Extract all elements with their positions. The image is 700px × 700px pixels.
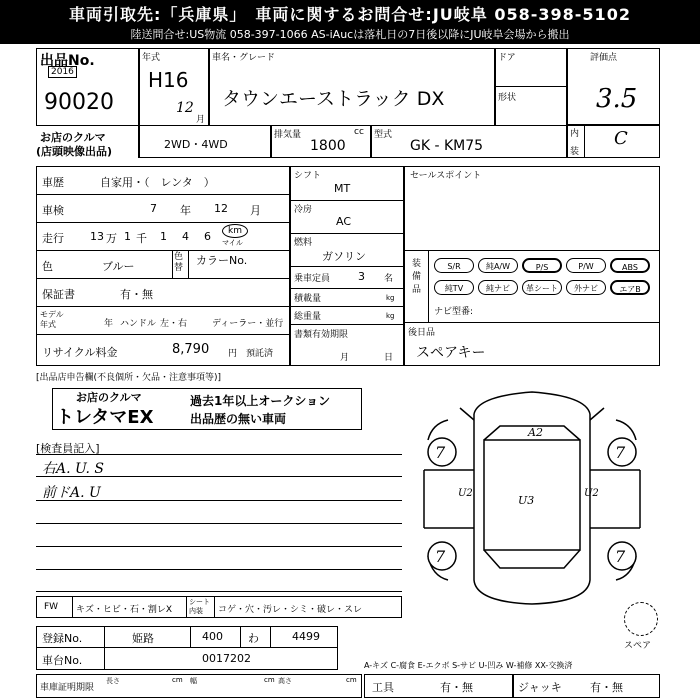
fw-label: FW: [44, 602, 59, 612]
spare-tire-circle: [624, 602, 658, 636]
recycle-label: リサイクル料金: [42, 346, 118, 359]
capacity-label: 乗車定員: [294, 274, 331, 284]
color-change-label: 色替: [174, 252, 184, 273]
handle-value: 左・右: [160, 319, 188, 329]
car-body-outline: [474, 414, 590, 604]
cert-cm-2: cm: [264, 676, 275, 684]
mileage-hyaku: 1: [160, 230, 167, 243]
equipment-item: 純TV: [434, 280, 474, 295]
warranty-label: 保証書: [42, 288, 75, 301]
navi-label: ナビ型番:: [434, 307, 474, 317]
spare-label: スペア: [624, 641, 652, 651]
tire-mark-rr: 7: [615, 547, 626, 566]
tire-mark-fl: 7: [435, 443, 446, 462]
model-value: GK - KM75: [410, 138, 484, 154]
equipment-item: ABS: [610, 258, 650, 273]
promo-line-1: お店のクルマ: [76, 391, 142, 404]
year-label: 年式: [142, 53, 161, 63]
color-no-label: カラーNo.: [196, 254, 248, 267]
cert-height: 高さ: [278, 677, 292, 685]
registration-city: 姫路: [132, 632, 154, 645]
car-label: 車名・グレード: [212, 53, 276, 63]
inspector-label: [検査員記入]: [36, 442, 100, 455]
capacity-unit: 名: [384, 274, 394, 284]
score-inner-value: C: [614, 128, 628, 149]
mileage-unit-km: km: [222, 224, 248, 238]
sheet-label: シート内装: [189, 598, 210, 615]
score-inner-label-2: 装: [570, 147, 580, 157]
promo-line-2: トレタマEX: [56, 407, 154, 428]
warranty-value: 有・無: [120, 288, 153, 301]
score-inner-label-1: 内: [570, 129, 580, 139]
total-weight-unit: kg: [386, 312, 395, 320]
inspector-line-1: 右A. U. S: [42, 461, 105, 477]
aftermarket-value: スペアキー: [416, 345, 486, 361]
right-damage-mark: U2: [584, 488, 599, 499]
cert-label: 車庫証明期限: [40, 683, 95, 693]
header-line-2: 陸送問合せ:US物流 058-397-1066 AS-iAucは落札日の7日後以降にJU岐阜会場から搬出: [130, 28, 570, 41]
lot-number: 90020: [44, 90, 114, 115]
mileage-man-unit: 万: [106, 232, 117, 245]
equipment-item: 外ナビ: [566, 280, 606, 295]
mileage-label: 走行: [42, 232, 64, 245]
car-name: タウンエーストラック DX: [222, 88, 445, 110]
doc-expiry-month-unit: 月: [340, 353, 350, 363]
recycle-note: 預託済: [246, 349, 274, 359]
cert-length: 長さ: [106, 677, 120, 685]
capacity-value: 3: [358, 270, 365, 283]
mileage-man: 13: [90, 230, 104, 243]
load-unit: kg: [386, 294, 395, 302]
handle-label: ハンドル: [120, 319, 157, 329]
header-bar: [0, 0, 700, 44]
chassis-value: 0017202: [202, 652, 251, 665]
inspection-month-unit: 月: [250, 204, 261, 217]
fuel-label: 燃料: [294, 238, 313, 248]
mileage-sen: 1: [124, 230, 131, 243]
year-month: 12: [176, 100, 194, 116]
left-info-table: [36, 166, 290, 366]
promo-line-4: 出品歴の無い車両: [190, 412, 287, 426]
displacement-value: 1800: [310, 138, 346, 154]
lot-year-tag: 2016: [48, 66, 77, 78]
inspection-label: 車検: [42, 204, 64, 217]
sales-label: セールスポイント: [410, 171, 482, 181]
score-value: 3.5: [596, 84, 638, 114]
year-era: H16: [148, 68, 189, 92]
displacement-label: 排気量: [274, 130, 302, 140]
score-label: 評価点: [590, 53, 618, 63]
displacement-unit: cc: [354, 127, 364, 137]
fw-items: キズ・ヒビ・石・割レX: [76, 605, 172, 615]
doc-expiry-label: 書類有効期限: [294, 330, 349, 340]
mileage-digit-2: 6: [204, 230, 211, 243]
jack-value: 有・無: [590, 681, 623, 694]
jack-label: ジャッキ: [518, 681, 562, 694]
damage-legend: A-キズ C-腐食 E-エクボ S-サビ U-凹み W-補修 XX-交換済: [364, 661, 573, 670]
model-label: 型式: [374, 130, 393, 140]
tools-value: 有・無: [440, 681, 473, 694]
ac-value: AC: [336, 215, 352, 228]
chassis-label: 車台No.: [42, 654, 83, 667]
tools-label: 工具: [372, 681, 394, 694]
rear-window-outline: [484, 550, 580, 568]
color-value: ブルー: [102, 260, 135, 273]
sheet-items: コゲ・穴・汚レ・シミ・破レ・スレ: [218, 605, 363, 615]
tire-mark-rl: 7: [435, 547, 446, 566]
shape-label: 形状: [498, 93, 517, 103]
cert-cm-3: cm: [346, 676, 357, 684]
shift-label: シフト: [294, 171, 322, 181]
front-damage-mark: A2: [528, 426, 543, 439]
shift-value: MT: [334, 182, 351, 195]
cert-width: 幅: [190, 677, 197, 685]
doc-expiry-day-unit: 日: [384, 353, 394, 363]
shop-line-2: (店頭映像出品): [36, 145, 113, 158]
mileage-digit-1: 4: [182, 230, 189, 243]
left-damage-mark: U2: [458, 488, 473, 499]
inspector-line-2: 前ドA. U: [42, 485, 101, 501]
model-year-label: モデル年式: [40, 310, 64, 329]
equipment-item: P/W: [566, 258, 606, 273]
recycle-value: 8,790: [172, 342, 210, 357]
registration-class: 400: [202, 630, 223, 643]
year-month-unit: 月: [196, 115, 206, 125]
equipment-item: 純A/W: [478, 258, 518, 273]
fuel-value: ガソリン: [322, 250, 366, 263]
inspection-year: 7: [150, 202, 157, 215]
recycle-unit: 円: [228, 349, 238, 359]
registration-kana: わ: [248, 632, 259, 645]
mileage-unit-mile: マイル: [222, 239, 243, 247]
center-damage-mark: U3: [518, 494, 535, 507]
drive-text: 2WD・4WD: [164, 138, 228, 151]
mirror-lines: [460, 408, 604, 420]
dealer-label: ディーラー・並行: [212, 319, 284, 329]
equipment-label: 装備品: [412, 259, 422, 295]
lot-label: 出品No.: [40, 53, 95, 69]
load-label: 積載量: [294, 294, 322, 304]
equipment-item: S/R: [434, 258, 474, 273]
history-value: 自家用・（ レンタ ）: [100, 176, 215, 189]
cert-cm-1: cm: [172, 676, 183, 684]
equipment-item: 革シート: [522, 280, 562, 295]
model-year-unit: 年: [104, 319, 114, 329]
equipment-item: P/S: [522, 258, 562, 273]
header-line-1: 車両引取先:「兵庫県」 車両に関するお問合せ:JU岐阜 058-398-5102: [69, 5, 631, 24]
inspection-year-unit: 年: [180, 204, 191, 217]
registration-label: 登録No.: [42, 632, 83, 645]
aftermarket-label: 後日品: [408, 328, 436, 338]
shop-line-1: お店のクルマ: [40, 131, 106, 144]
equipment-item: エアB: [610, 280, 650, 295]
inspection-month: 12: [214, 202, 228, 215]
total-weight-label: 総重量: [294, 312, 322, 322]
history-label: 車歴: [42, 176, 64, 189]
notes-header: [出品店申告欄(不良個所・欠品・注意事項等)]: [36, 373, 222, 383]
car-damage-diagram: [404, 380, 660, 610]
mileage-sen-unit: 千: [136, 232, 147, 245]
car-front-outline: [474, 392, 590, 414]
registration-number: 4499: [292, 630, 320, 643]
equipment-item: 純ナビ: [478, 280, 518, 295]
promo-line-3: 過去1年以上オークション: [190, 394, 331, 408]
door-label: ドア: [498, 53, 516, 63]
ac-label: 冷房: [294, 205, 313, 215]
tire-mark-fr: 7: [615, 443, 626, 462]
color-label: 色: [42, 260, 53, 273]
